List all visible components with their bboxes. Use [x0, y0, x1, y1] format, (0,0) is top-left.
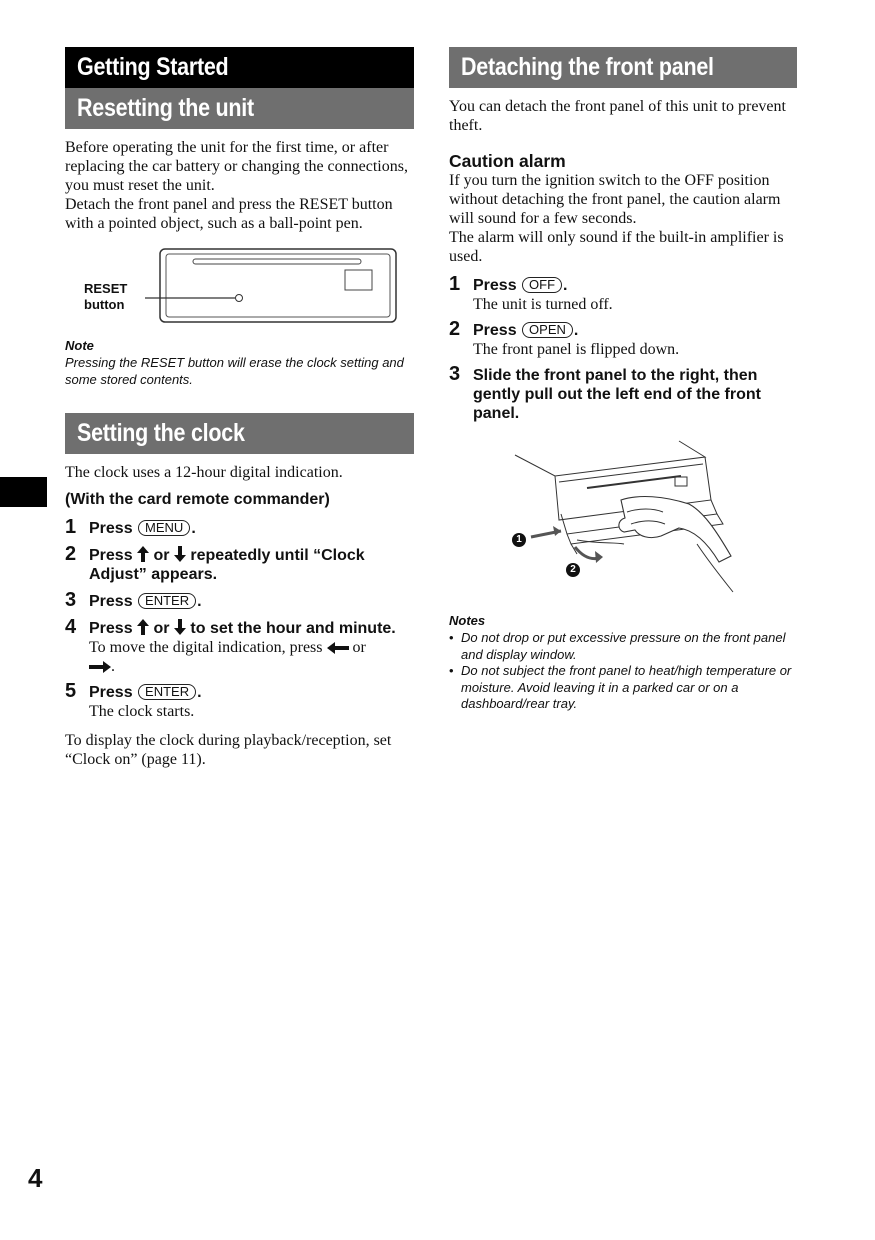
reset-note: [65, 338, 414, 388]
down-arrow-icon: [174, 619, 186, 635]
caution-paragraph-1: If you turn the ignition switch to the OFF position without detaching the front panel, the caution alarm will sound for a few seconds.: [449, 172, 781, 227]
right-arrow-icon: [89, 661, 111, 673]
reset-paragraph-2: Detach the front panel and press the RESET button with a pointed object, such as a ball-point pen.: [65, 196, 393, 232]
button-label: button: [84, 297, 125, 312]
reset-label: RESET: [84, 281, 128, 296]
clock-step-5: 5 Press ENTER . The clock starts.: [65, 683, 414, 721]
up-arrow-icon: [137, 546, 149, 562]
step-5-detail: The clock starts.: [89, 703, 195, 720]
note-heading: Note: [65, 338, 94, 353]
detach-intro: You can detach the front panel of this unit to prevent theft.: [449, 98, 786, 134]
right-column: [449, 47, 797, 713]
note-item-1: • Do not drop or put excessive pressure on the front panel and display window.: [449, 630, 797, 663]
clock-subheading: (With the card remote commander): [65, 491, 330, 508]
step-2-detail: The front panel is flipped down.: [473, 341, 680, 358]
notes-heading: Notes: [449, 613, 486, 628]
page-number: 4: [28, 1163, 43, 1193]
step-number: 4: [65, 616, 77, 638]
detach-panel-illustration: [449, 432, 797, 612]
step-number: 2: [65, 543, 77, 565]
left-arrow-icon: [327, 642, 349, 654]
menu-key: MENU: [138, 520, 190, 536]
reset-body: [65, 138, 414, 233]
enter-key: ENTER: [138, 684, 196, 700]
step-number: 2: [449, 318, 461, 340]
reset-figure: [65, 248, 414, 342]
detach-heading: Detaching the front panel: [449, 47, 797, 88]
caution-paragraph-2: The alarm will only sound if the built-in amplifier is used.: [449, 229, 784, 265]
step-number: 5: [65, 680, 77, 702]
clock-heading: Setting the clock: [65, 413, 414, 454]
note-text: Pressing the RESET button will erase the clock setting and some stored contents.: [65, 355, 404, 387]
clock-footer: To display the clock during playback/reception, set “Clock on” (page 11).: [65, 732, 392, 768]
detach-steps: [449, 273, 797, 423]
detach-notes: [449, 613, 797, 713]
section-tab-marker: [0, 477, 47, 507]
figure-marker-1: 1: [516, 534, 522, 545]
clock-step-1: 1 Press MENU .: [65, 516, 196, 538]
clock-step-4: 4 Press or to set the hour and minute. To move the digital indication, press or .: [65, 619, 414, 676]
step-1-detail: The unit is turned off.: [473, 296, 613, 313]
caution-heading: Caution alarm: [449, 151, 566, 171]
enter-key: ENTER: [138, 593, 196, 609]
open-key: OPEN: [522, 322, 573, 338]
step-number: 3: [65, 589, 77, 611]
clock-step-3: 3 Press ENTER .: [65, 589, 202, 611]
down-arrow-icon: [174, 546, 186, 562]
step-number: 1: [65, 516, 77, 538]
off-key: OFF: [522, 277, 562, 293]
clock-intro: The clock uses a 12-hour digital indication.: [65, 464, 343, 481]
detach-step-1: 1 Press OFF . The unit is turned off.: [449, 276, 797, 314]
detach-figure: [449, 432, 797, 612]
note-item-2: • Do not subject the front panel to heat/high temperature or moisture. Avoid leaving it in a parked car or on a dashboard/rear tray.: [449, 663, 797, 713]
section-header: Getting Started: [65, 47, 414, 88]
step-3-text: Slide the front panel to the right, then gently pull out the left end of the front panel.: [473, 367, 761, 422]
clock-step-2: 2 Press or repeatedly until “Clock Adjust” appears.: [65, 543, 365, 583]
clock-steps: [65, 516, 414, 721]
detach-step-2: 2 Press OPEN . The front panel is flipped down.: [449, 321, 797, 359]
up-arrow-icon: [137, 619, 149, 635]
step-number: 1: [449, 273, 461, 295]
figure-marker-2: 2: [570, 564, 576, 575]
step-number: 3: [449, 363, 461, 385]
left-column: [65, 47, 414, 769]
reset-paragraph-1: Before operating the unit for the first time, or after replacing the car battery or changing the connections, you must reset the unit.: [65, 139, 408, 194]
detach-step-3: [449, 363, 797, 423]
step-4-detail: To move the digital indication, press or .: [89, 639, 366, 675]
reset-heading: Resetting the unit: [65, 88, 414, 129]
